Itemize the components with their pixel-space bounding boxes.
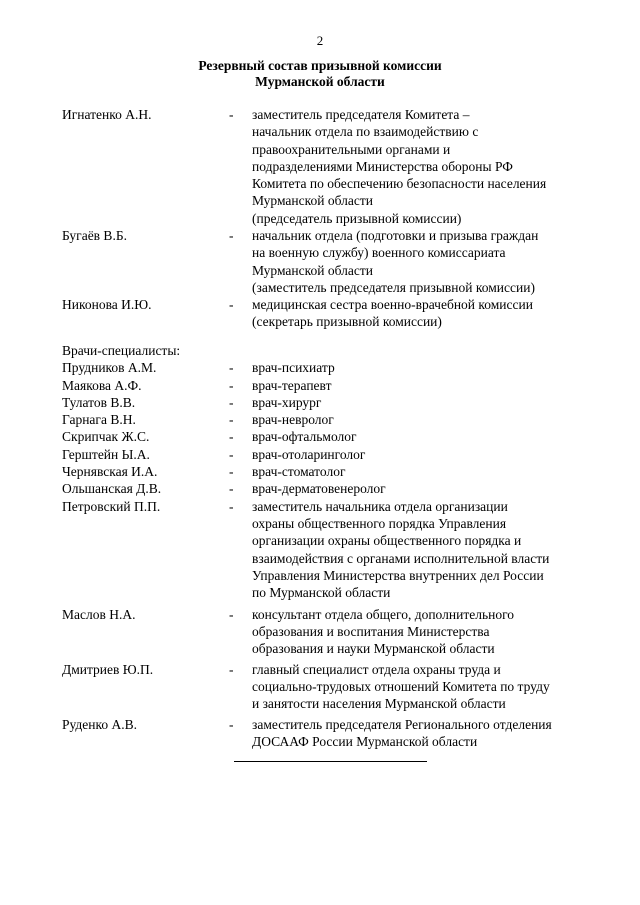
doctor-role: врач-отоларинголог (252, 446, 366, 462)
doctor-name: Тулатов В.В. (62, 394, 136, 410)
doctor-role: врач-офтальмолог (252, 429, 357, 445)
doctor-dash: - (229, 360, 234, 376)
doctor-row (62, 359, 602, 376)
doctor-dash: - (229, 481, 234, 497)
member-dash: - (229, 107, 234, 122)
doctor-dash: - (229, 412, 234, 428)
doctor-role: врач-дерматовенеролог (252, 481, 386, 497)
member-name: Петровский П.П. (62, 498, 161, 514)
member-dash: - (229, 228, 234, 243)
member-dash: - (229, 606, 234, 622)
doctor-dash: - (229, 377, 234, 393)
member-row (62, 106, 602, 227)
doctor-dash: - (229, 394, 234, 410)
member-row (62, 296, 602, 331)
doctor-row (62, 411, 602, 428)
doctor-name: Герштейн Ы.А. (62, 446, 150, 462)
doctor-row (62, 394, 602, 411)
member-role: заместитель начальника отдела организации охраны общественного порядка Управления организации охраны общественного порядка и взаимодействия с органами исполнительной власти Управления Министерства внутренних дел России по Мурманской области (252, 498, 550, 601)
member-role: медицинская сестра военно-врачебной комиссии (секретарь призывной комиссии) (252, 297, 533, 330)
member-name: Руденко А.В. (62, 716, 137, 732)
document-title (0, 58, 640, 90)
title-line-1: Резервный состав призывной комиссии (198, 58, 442, 73)
member-name: Дмитриев Ю.П. (62, 661, 154, 677)
doctor-role: врач-психиатр (252, 360, 335, 376)
title-line-2: Мурманской области (255, 74, 385, 89)
member-role: заместитель председателя Комитета – начальник отдела по взаимодействию с правоохранительными органами и подразделениями Министерства обороны РФ Комитета по обеспечению безопасности населения Мурманской области (председатель призывной комиссии) (252, 107, 547, 226)
member-name: Игнатенко А.Н. (62, 107, 152, 122)
section-label-doctors: Врачи-специалисты: (62, 343, 181, 358)
doctor-dash: - (229, 464, 234, 480)
doctor-name: Чернявская И.А. (62, 464, 158, 480)
page-number: 2 (316, 33, 324, 48)
doctor-name: Гарнага В.Н. (62, 412, 136, 428)
closing-divider (234, 761, 427, 762)
doctor-row (62, 480, 602, 497)
member-dash: - (229, 498, 234, 514)
doctor-role: врач-терапевт (252, 377, 332, 393)
member-row (62, 716, 602, 751)
member-dash: - (229, 661, 234, 677)
member-dash: - (229, 716, 234, 732)
doctor-row (62, 428, 602, 445)
doctor-dash: - (229, 429, 234, 445)
member-row (62, 661, 602, 716)
member-role: главный специалист отдела охраны труда и социально-трудовых отношений Комитета по труду и занятости населения Мурманской области (252, 661, 550, 712)
doctor-name: Ольшанская Д.В. (62, 481, 162, 497)
doctor-name: Прудников А.М. (62, 360, 157, 376)
doctor-row (62, 463, 602, 480)
doctor-name: Скрипчак Ж.С. (62, 429, 150, 445)
doctor-row (62, 377, 602, 394)
doctor-name: Маякова А.Ф. (62, 377, 142, 393)
member-row (62, 606, 602, 661)
doctor-dash: - (229, 446, 234, 462)
doctor-role: врач-хирург (252, 394, 322, 410)
member-name: Маслов Н.А. (62, 606, 136, 622)
doctor-role: врач-стоматолог (252, 464, 346, 480)
member-name: Бугаёв В.Б. (62, 228, 127, 243)
member-dash: - (229, 297, 234, 312)
commission-members-list (62, 106, 602, 750)
member-role: заместитель председателя Регионального отделения ДОСААФ России Мурманской области (252, 716, 552, 749)
member-role: консультант отдела общего, дополнительного образования и воспитания Министерства образования и науки Мурманской области (252, 606, 515, 657)
doctor-role: врач-невролог (252, 412, 334, 428)
member-row (62, 498, 602, 606)
member-row (62, 227, 602, 296)
member-role: начальник отдела (подготовки и призыва граждан на военную службу) военного комиссариата Мурманской области (заместитель председателя призывной комиссии) (252, 228, 539, 295)
doctor-row (62, 446, 602, 463)
member-name: Никонова И.Ю. (62, 297, 152, 312)
